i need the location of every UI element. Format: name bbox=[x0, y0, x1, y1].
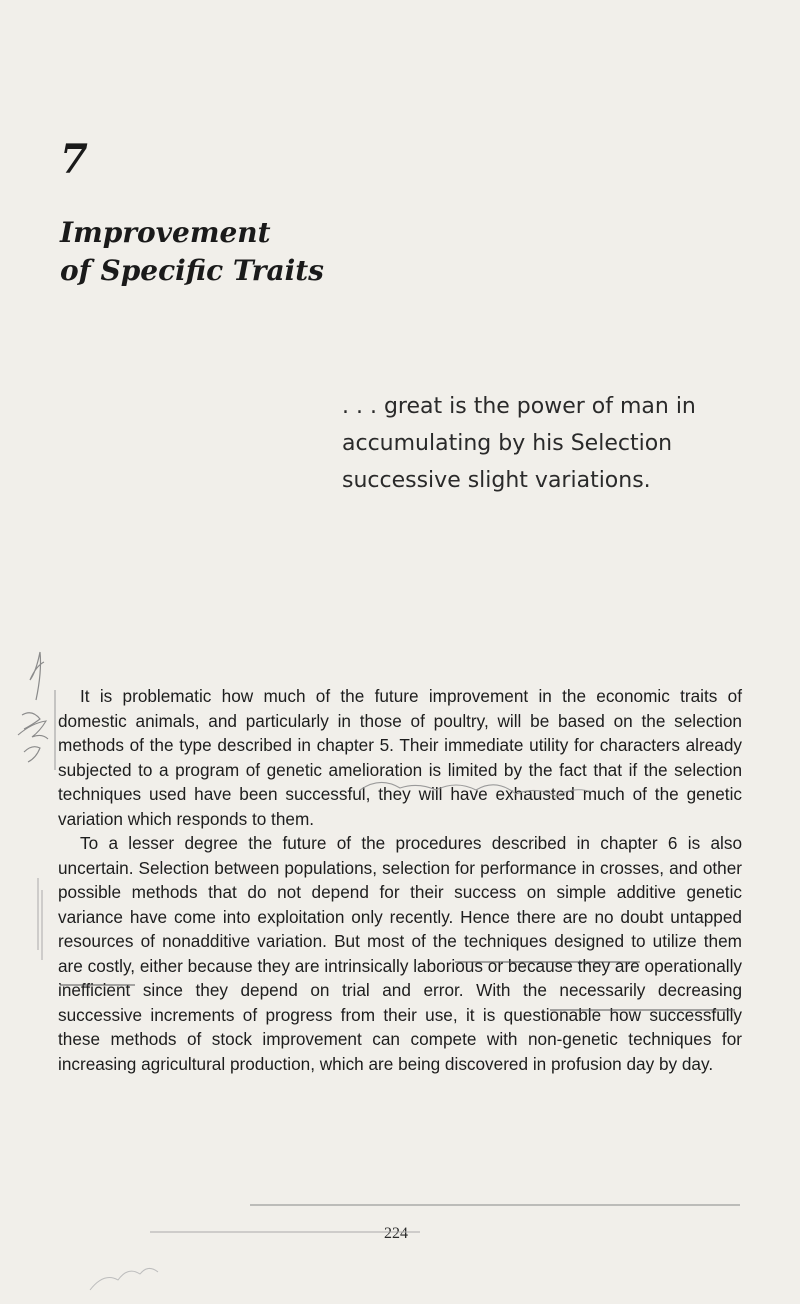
margin-scribble bbox=[18, 721, 48, 739]
body-text bbox=[58, 684, 742, 1076]
margin-scribble bbox=[24, 747, 40, 762]
page-number: 224 bbox=[384, 1225, 408, 1242]
epigraph-text: . . . great is the power of man in accumulating by his Selection successive slight variations. bbox=[342, 394, 696, 493]
paragraph-2: To a lesser degree the future of the procedures described in chapter 6 is also uncertain. Selection between populations, selection for performance in crosses, and other possible methods that do not depend for their success on simple additive genetic variance have come into exploitation only recently. Hence there are no doubt untapped resources of nonadditive variation. But most of the techniques designed to utilize them are costly, either because they are intrinsically laborious or because they are operationally inefficient since they depend on trial and error. With the necessarily decreasing successive increments of progress from their use, it is questionable how successfully these methods of stock improvement can compete with non-genetic techniques for increasing agricultural production, which are being discovered in profusion day by day. bbox=[58, 833, 742, 1074]
margin-scribble bbox=[22, 713, 40, 729]
chapter-number: 7 bbox=[60, 136, 88, 183]
margin-scribble bbox=[30, 652, 44, 700]
paragraph-1: It is problematic how much of the future improvement in the economic traits of domestic animals, and particularly in those of poultry, will be based on the selection methods of the type described in chapter 5. Their immediate utility for characters already subjected to a program of genetic amelioration is limited by the fact that if the selection techniques used have been successful, they will have exhausted much of the genetic variation which responds to them. bbox=[58, 686, 742, 829]
chapter-title: Improvement of Specific Traits bbox=[60, 216, 324, 287]
epigraph bbox=[342, 388, 742, 499]
margin-scribble bbox=[90, 1268, 158, 1290]
